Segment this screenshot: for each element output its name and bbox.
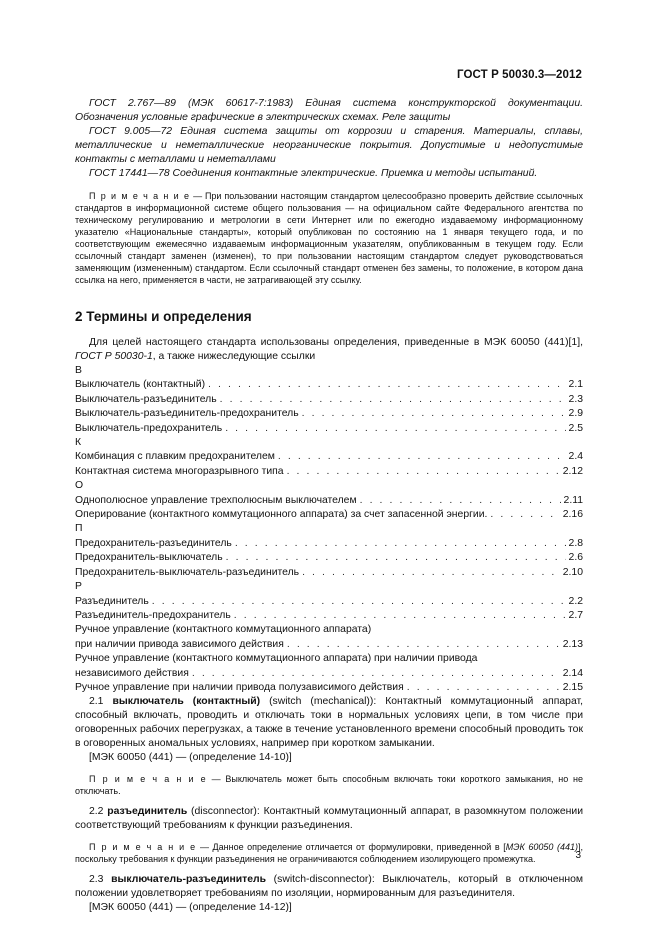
index-entry: Разъединитель . . . 2.2: [75, 595, 583, 609]
index-entry: Выключатель-разъединитель . . . 2.3: [75, 393, 583, 407]
index-entry: Оперирование (контактного коммутационного аппарата) за счет запасенной энергии. . . . 2.16: [75, 508, 583, 522]
note-text: — При пользовании настоящим стандартом целесообразно проверить действие ссылочных стандартов в информационной системе общего пользования — на официальном сайте Федерального агентства по техническому регулированию и метрологии в сети Интернет или по ежегодно издаваемому информационному указателю «Национальные стандарты», который опубликован по состоянию на 1 января текущего года, и по соответствующим ежемесячно издаваемым информационным указателям, опубликованным в текущем году. Если ссылочный стандарт заменен (изменен), то при пользовании настоящим стандартом следует руководствоваться заменяющим (измененным) стандартом. Если ссылочный стандарт отменен без замены, то положение, в котором дана ссылка на него, применяется в части, не затрагивающей эту ссылку.: [75, 191, 583, 285]
index-entry: Комбинация с плавким предохранителем . . . 2.4: [75, 450, 583, 464]
index-entry: независимого действия . . . 2.14: [75, 667, 583, 681]
defined-term: выключатель-разъединитель: [111, 874, 266, 886]
intro-text-end: , а также нижеследующие ссылки: [152, 351, 316, 362]
definition-text: 2.3 выключатель-разъединитель (switch-disconnector): Выключатель, который в отключенном положении удовлетворяет требованиям по изоляции, нормированным для разъединителя.: [75, 874, 583, 900]
index-letter: В: [75, 365, 82, 376]
index-entry: при наличии привода зависимого действия . . . 2.13: [75, 638, 583, 652]
definition-text: 2.1 выключатель (контактный) (switch (mechanical)): Контактный коммутационный аппарат, способный включать, проводить и отключать токи в нормальных условиях цепи, в том числе при оговоренных рабочих перегрузках, а также в течение установленного времени способный проводить ток в оговоренных аномальных условиях, например при коротком замыкании.: [75, 696, 583, 750]
defined-term: разъединитель: [107, 806, 188, 818]
index-entry: Контактная система многоразрывного типа . . . 2.12: [75, 465, 583, 479]
definition-source: [МЭК 60050 (441) — (определение 14-10)]: [89, 752, 292, 764]
reference-gost-17441: ГОСТ 17441—78 Соединения контактные электрические. Приемка и методы испытаний.: [89, 168, 538, 179]
page-number: 3: [575, 850, 581, 861]
intro-reference: ГОСТ Р 50030-1: [75, 351, 153, 362]
index-entry: Ручное управление при наличии привода полузависимого действия . . . 2.15: [75, 681, 583, 695]
note-definition-2-2: П р и м е ч а н и е — Данное определение отличается от формулировки, приведенной в [МЭК 60050 (441)], поскольку требования к функции разъединения не ограничиваются соблюдением изолирующего промежутка.: [75, 842, 583, 865]
definition-2-1: [75, 695, 583, 765]
note-references: [75, 190, 583, 286]
index-letter: Р: [75, 581, 82, 593]
index-entry: Выключатель-предохранитель . . . 2.5: [75, 422, 583, 436]
note-definition-2-1: П р и м е ч а н и е — Выключатель может быть способным включать токи короткого замыкания, но не отключать.: [75, 774, 583, 797]
index-entry: Предохранитель-выключатель-разъединитель . . . 2.10: [75, 566, 583, 580]
definition-source: [МЭК 60050 (441) — (определение 14-12)]: [89, 902, 292, 914]
defined-term: выключатель (контактный): [112, 696, 261, 708]
index-entry-line: Ручное управление (контактного коммутационного аппарата) при наличии привода: [75, 653, 478, 665]
index-entry: Предохранитель-выключатель . . . 2.6: [75, 551, 583, 565]
index-entry: Предохранитель-разъединитель . . . 2.8: [75, 537, 583, 551]
index-entry: Разъединитель-предохранитель . . . 2.7: [75, 609, 583, 623]
section-heading: 2 Термины и определения: [75, 309, 252, 324]
intro-text: Для целей настоящего стандарта использованы определения, приведенные в МЭК 60050 (441)[1],: [89, 337, 583, 348]
index-entry: Выключатель (контактный) . . . 2.1: [75, 378, 583, 392]
reference-gost-2767: ГОСТ 2.767—89 (МЭК 60617-7:1983) Единая система конструкторской документации. Обозначения условные графические в электрических схемах. Реле защиты: [75, 98, 583, 123]
term-index: [75, 364, 583, 695]
index-letter: К: [75, 437, 82, 449]
page-content: [75, 97, 583, 915]
index-entry: Выключатель-разъединитель-предохранитель . . . 2.9: [75, 407, 583, 421]
definition-2-2: [75, 805, 583, 833]
index-entry: Однополюсное управление трехполюсным выключателем . . . 2.11: [75, 494, 583, 508]
index-entry-line: Ручное управление (контактного коммутационного аппарата): [75, 624, 372, 636]
index-letter: П: [75, 523, 83, 535]
definition-text: 2.2 разъединитель (disconnector): Контактный коммутационный аппарат, в разомкнутом положении соответствующий требованиям к функции разъединения.: [75, 806, 583, 832]
reference-gost-9005: ГОСТ 9.005—72 Единая система защиты от коррозии и старения. Материалы, сплавы, металлические и неметаллические неорганические покрытия. Допустимые и недопустимые контакты с металлами и неметаллами: [75, 126, 583, 165]
definition-2-3: [75, 873, 583, 915]
index-letter: О: [75, 480, 84, 492]
note-label: П р и м е ч а н и е: [89, 191, 191, 201]
normative-references: [75, 97, 583, 181]
section-intro: [75, 336, 583, 364]
standard-header: ГОСТ Р 50030.3—2012: [457, 69, 582, 81]
